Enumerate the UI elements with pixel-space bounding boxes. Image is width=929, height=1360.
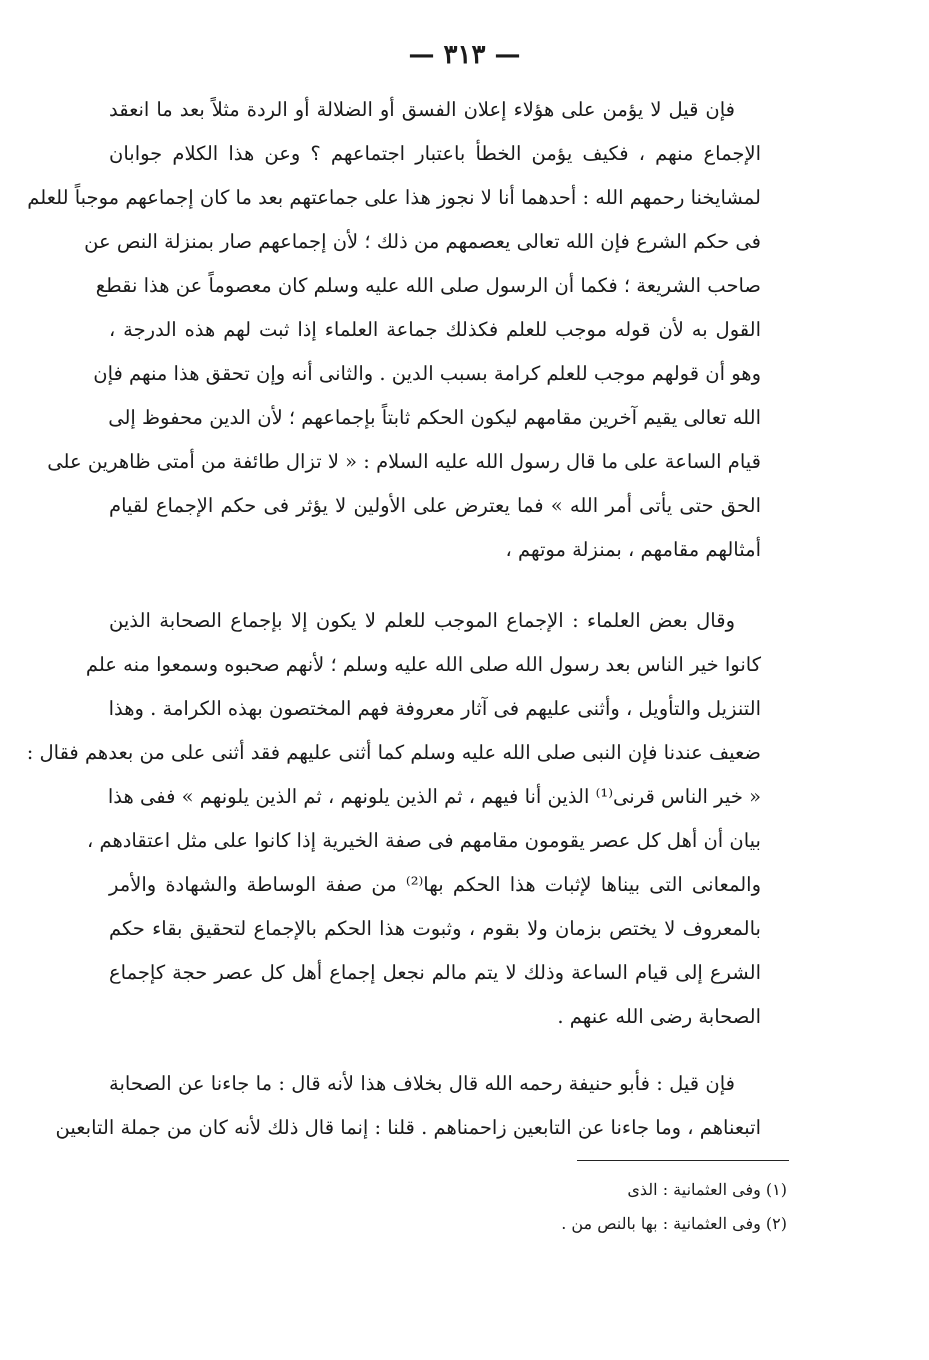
text-line: الصحابة رضى الله عنهم . xyxy=(557,1005,761,1028)
paragraph-2 xyxy=(26,599,789,1039)
text-line: اتبعناهم ، وما جاءنا عن التابعين زاحمناهم . قلنا : إنما قال ذلك لأنه كان من جملة التابعين xyxy=(55,1116,761,1139)
footnotes xyxy=(107,1173,787,1241)
text-line: قيام الساعة على ما قال رسول الله عليه السلام : « لا تزال طائفة من أمتى ظاهرين على xyxy=(47,450,761,473)
text-line: صاحب الشريعة ؛ فكما أن الرسول صلى الله عليه وسلم كان معصوماً عن هذا نقطع xyxy=(95,274,761,297)
footnote-divider xyxy=(577,1160,789,1161)
paragraph-1 xyxy=(27,88,789,572)
text-line: الحق حتى يأتى أمر الله » فما يعترض على الأولين لا يؤثر فى حكم الإجماع لقيام xyxy=(109,494,761,517)
text-line: فى حكم الشرع فإن الله تعالى يعصمهم من ذلك ؛ لأن إجماعهم صار بمنزلة النص عن xyxy=(84,230,761,253)
page-number: — ٣١٣ — xyxy=(408,40,521,70)
text-line: بالمعروف لا يختص بزمان ولا بقوم ، وثبوت هذا الحكم بالإجماع لتحقيق بقاء حكم xyxy=(109,917,761,940)
footnote-2: (٢) وفى العثمانية : بها بالنص من . xyxy=(561,1214,787,1233)
text-line: بيان أن أهل كل عصر يقومون مقامهم فى صفة الخيرية إذا كانوا على مثل اعتقادهم ، xyxy=(87,829,761,852)
main-text xyxy=(26,88,789,1150)
text-line: أمثالهم مقامهم ، بمنزلة موتهم ، xyxy=(505,538,761,561)
text-line: ضعيف عندنا فإن النبى صلى الله عليه وسلم كما أثنى عليهم فقد أثنى على من بعدهم فقال : xyxy=(26,741,761,764)
text-line: وقال بعض العلماء : الإجماع الموجب للعلم لا يكون إلا بإجماع الصحابة الذين xyxy=(109,609,735,632)
text-line: فإن قيل لا يؤمن على هؤلاء إعلان الفسق أو الضلالة أو الردة مثلاً بعد ما انعقد xyxy=(109,98,735,121)
text-line: فإن قيل : فأبو حنيفة رحمه الله قال بخلاف هذا لأنه قال : ما جاءنا عن الصحابة xyxy=(109,1072,735,1095)
text-line: وهو أن قولهم موجب للعلم كرامة بسبب الدين . والثانى أنه وإن تحقق هذا منهم فإن xyxy=(93,362,761,385)
text-line: التنزيل والتأويل ، وأثنى عليهم فى آثار معروفة فهم المختصون بهذه الكرامة . وهذا xyxy=(108,697,761,720)
text-line: « خير الناس قرنى⁽¹⁾ الذين أنا فيهم ، ثم الذين يلونهم ، ثم الذين يلونهم » ففى هذا xyxy=(107,785,761,808)
text-line: لمشايخنا رحمهم الله : أحدهما أنا لا نجوز هذا على جماعتهم بعد ما كان إجماعهم موجباً للعلم xyxy=(27,186,761,209)
text-line: الله تعالى يقيم آخرين مقامهم ليكون الحكم ثابتاً بإجماعهم ؛ لأن الدين محفوظ إلى xyxy=(108,406,761,429)
footnote-1: (١) وفى العثمانية : الذى xyxy=(627,1180,787,1199)
text-line: كانوا خير الناس بعد رسول الله صلى الله عليه وسلم ؛ لأنهم صحبوه وسمعوا منه علم xyxy=(85,653,761,676)
paragraph-spacer xyxy=(109,1039,789,1062)
text-line: القول به لأن قوله موجب للعلم فكذلك جماعة العلماء إذا ثبت لهم هذه الدرجة ، xyxy=(109,318,761,341)
paragraph-spacer xyxy=(109,572,789,599)
text-line: الإجماع منهم ، فكيف يؤمن الخطأ باعتبار اجتماعهم ؟ وعن هذا الكلام جوابان xyxy=(109,142,761,165)
text-line: الشرع إلى قيام الساعة وذلك لا يتم مالم نجعل إجماع أهل كل عصر حجة كإجماع xyxy=(109,961,761,984)
text-line: والمعانى التى بيناها لإثبات هذا الحكم بها⁽²⁾ من صفة الوساطة والشهادة والأمر xyxy=(109,873,762,896)
paragraph-3 xyxy=(55,1062,789,1150)
